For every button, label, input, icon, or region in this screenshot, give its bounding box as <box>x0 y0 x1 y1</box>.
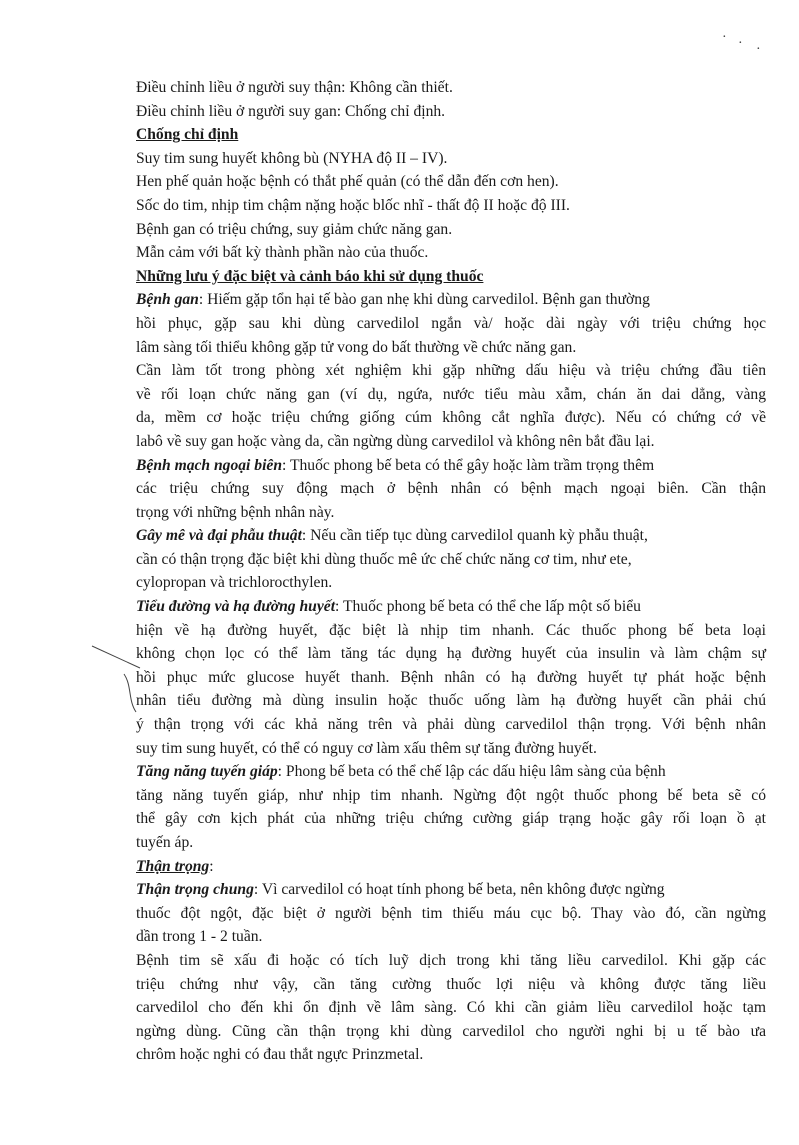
text-line: cylopropan và trichlorocthylen. <box>136 574 333 592</box>
text-line: cần có thận trọng đặc biệt khi dùng thuốc mê ức chế chức năng cơ tim, như ete, <box>136 550 632 568</box>
text-line: trọng với những bệnh nhân này. <box>136 503 335 521</box>
text-line: Điều chỉnh liều ở người suy gan: Chống chỉ định. <box>136 102 446 120</box>
text-line: Sốc do tim, nhịp tim chậm nặng hoặc blốc nhĩ - thất độ II hoặc độ III. <box>136 196 570 214</box>
section-heading: Chống chỉ định <box>136 126 239 144</box>
text-line: không chọn lọc có thể làm tăng tác dụng hạ đường huyết của insulin và làm chậm sự <box>136 645 766 663</box>
text-run: : Thuốc phong bế beta có thể gây hoặc làm trầm trọng thêm <box>282 456 655 474</box>
text-run: : Vì carvedilol có hoạt tính phong bế beta, nên không được ngừng <box>253 881 665 899</box>
text-run: : Hiếm gặp tổn hại tế bào gan nhẹ khi dùng carvedilol. Bệnh gan thường <box>198 291 650 309</box>
text-line: tăng năng tuyến giáp, như nhịp tim nhanh. Ngừng đột ngột thuốc phong bế beta sẽ có <box>136 786 766 804</box>
text-line <box>136 524 766 548</box>
text-line: thuốc đột ngột, đặc biệt ở người bệnh tim thiếu máu cục bộ. Thay vào đó, cần ngừng <box>136 904 766 922</box>
text-line: Điều chỉnh liều ở người suy thận: Không cần thiết. <box>136 79 453 96</box>
text-line <box>136 454 766 478</box>
text-line: hồi phục mức glucose huyết thanh. Bệnh nhân có hạ đường huyết tự phát hoặc bệnh <box>136 668 766 686</box>
scan-speck: · <box>756 42 761 57</box>
text-line: nhân tiểu đường mà dùng insulin hoặc thuốc uống làm hạ đường huyết cần phải chú <box>136 692 766 710</box>
text-line: các triệu chứng suy động mạch ở bệnh nhân có bệnh mạch ngoại biên. Cần thận <box>136 480 766 498</box>
subheading: Bệnh gan <box>136 291 199 309</box>
text-line <box>136 760 766 784</box>
text-line <box>136 878 766 902</box>
text-line: chrôm hoặc nghi có đau thắt ngực Prinzmetal. <box>136 1046 424 1064</box>
text-line: Bệnh tim sẽ xấu đi hoặc có tích luỹ dịch trong khi tăng liều carvedilol. Khi gặp các <box>136 951 766 969</box>
subheading: Bệnh mạch ngoại biên <box>136 456 283 474</box>
text-run: : Nếu cần tiếp tục dùng carvedilol quanh kỳ phẫu thuật, <box>301 527 648 545</box>
text-line: Hen phế quản hoặc bệnh có thắt phế quản (có thể dẫn đến cơn hen). <box>136 173 559 191</box>
text-line: về rối loạn chức năng gan (ví dụ, ngứa, nước tiểu màu xẫm, chán ăn dai dẳng, vàng <box>136 385 766 403</box>
subheading: Thận trọng chung <box>136 881 254 899</box>
text-line: hồi phục, gặp sau khi dùng carvedilol ngắn và/ hoặc dài ngày với triệu chứng học <box>136 314 766 332</box>
section-heading: Những lưu ý đặc biệt và cảnh báo khi sử dụng thuốc <box>136 267 484 285</box>
text-line: da, mềm cơ hoặc triệu chứng giống cúm không cắt nghĩa được). Nếu có chứng cớ về <box>136 409 766 427</box>
scan-speck: · <box>738 36 743 51</box>
section-heading: Thận trọng <box>136 857 210 875</box>
document-body <box>136 76 766 1067</box>
scan-speck: · <box>722 30 727 45</box>
text-line: labô về suy gan hoặc vàng da, cần ngừng dùng carvedilol và không nên bắt đầu lại. <box>136 432 655 450</box>
text-line: thể gây cơn kịch phát của những triệu chứng cường giáp trạng hoặc gây rối loạn ồ ạt <box>136 810 766 828</box>
text-line: Mẫn cảm với bất kỳ thành phần nào của thuốc. <box>136 244 429 262</box>
text-line: Bệnh gan có triệu chứng, suy giảm chức năng gan. <box>136 220 453 238</box>
text-line <box>136 855 766 879</box>
text-line: hiện về hạ đường huyết, đặc biệt là nhịp tim nhanh. Các thuốc phong bế beta loại <box>136 621 766 639</box>
text-run: : Phong bế beta có thể chế lập các dấu hiệu lâm sàng của bệnh <box>277 763 666 781</box>
text-line: tuyến áp. <box>136 834 194 851</box>
text-line: suy tim sung huyết, có thể có nguy cơ làm xấu thêm sự tăng đường huyết. <box>136 739 597 757</box>
subheading: Tiểu đường và hạ đường huyết <box>136 598 336 616</box>
text-run: : <box>209 857 214 875</box>
text-line: Suy tim sung huyết không bù (NYHA độ II – IV). <box>136 149 448 167</box>
text-line: ý thận trọng với các khả năng trên và phải dùng carvedilol thận trọng. Với bệnh nhân <box>136 716 766 734</box>
text-line <box>136 595 766 619</box>
text-line: ngừng dùng. Cũng cần thận trọng khi dùng carvedilol cho người nghi bị u tế bào ưa <box>136 1022 766 1040</box>
text-run: : Thuốc phong bế beta có thể che lấp một số biểu <box>335 598 641 616</box>
text-line: Cần làm tốt trong phòng xét nghiệm khi gặp những dấu hiệu và triệu chứng đầu tiên <box>136 362 766 380</box>
text-line: carvedilol cho đến khi ổn định về lâm sàng. Có khi cần giảm liều carvedilol hoặc tạm <box>136 999 766 1017</box>
text-line <box>136 288 766 312</box>
subheading: Gây mê và đại phẫu thuật <box>136 527 302 545</box>
subheading: Tăng năng tuyến giáp <box>136 763 278 781</box>
text-line: triệu chứng như vậy, cần tăng cường thuốc lợi niệu và không được tăng liều <box>136 975 766 993</box>
text-line: dần trong 1 - 2 tuần. <box>136 928 263 946</box>
text-line: lâm sàng tối thiểu không gặp tử vong do bất thường về chức năng gan. <box>136 338 577 356</box>
